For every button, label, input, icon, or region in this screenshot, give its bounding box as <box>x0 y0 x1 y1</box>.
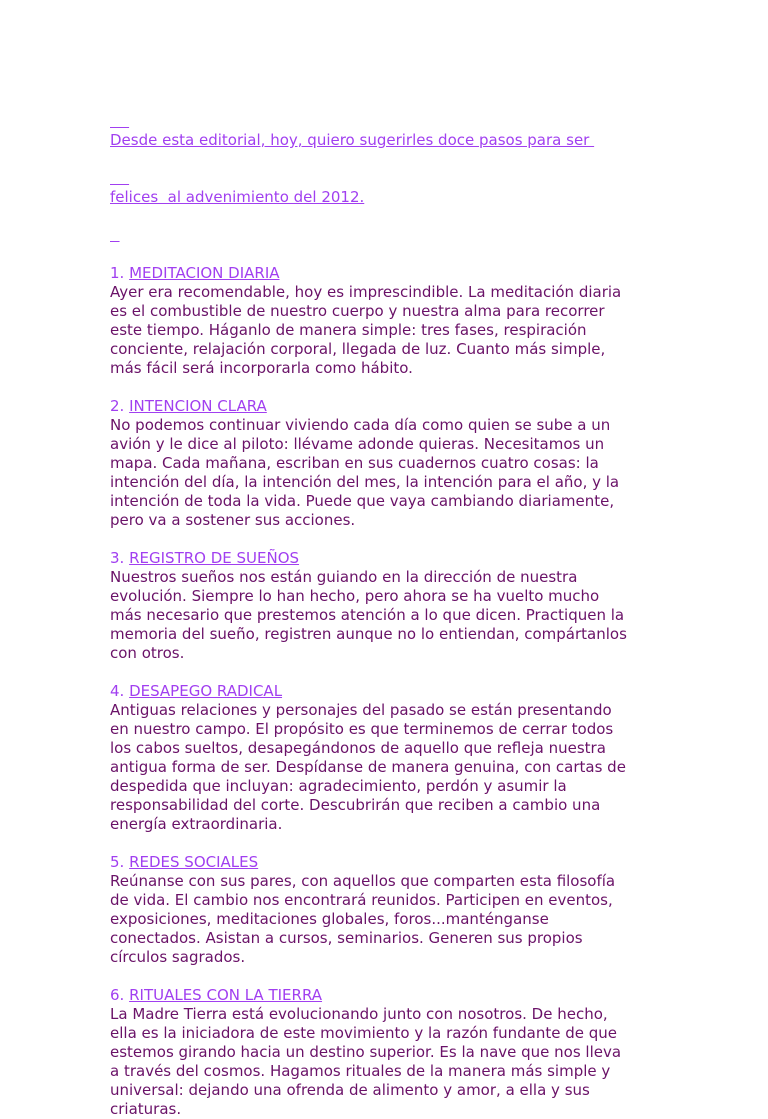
section-registro-de-suenos <box>110 549 698 663</box>
body-line: evolución. Siempre lo han hecho, pero ahora se ha vuelto mucho <box>110 587 600 605</box>
section-title: INTENCION CLARA <box>129 397 267 415</box>
body-line: Ayer era recomendable, hoy es imprescindible. La meditación diaria <box>110 283 622 301</box>
intro-paragraph <box>110 93 698 245</box>
intro-line: Desde esta editorial, hoy, quiero sugerirles doce pasos para ser <box>110 131 595 149</box>
section-heading <box>110 853 698 872</box>
body-line: No podemos continuar viviendo cada día como quien se sube a un <box>110 416 611 434</box>
section-number: 3. <box>110 549 130 567</box>
section-title: RITUALES CON LA TIERRA <box>129 986 323 1004</box>
section-heading <box>110 549 698 568</box>
section-rituales-con-la-tierra <box>110 986 698 1119</box>
section-desapego-radical <box>110 682 698 834</box>
body-line: energía extraordinaria. <box>110 815 283 833</box>
body-line: a través del cosmos. Hagamos rituales de la manera más simple y <box>110 1062 611 1080</box>
body-line: estemos girando hacia un destino superior. Es la nave que nos lleva <box>110 1043 622 1061</box>
body-line: antigua forma de ser. Despídanse de manera genuina, con cartas de <box>110 758 626 776</box>
body-line: más fácil será incorporarla como hábito. <box>110 359 413 377</box>
section-heading <box>110 397 698 416</box>
body-line: en nuestro campo. El propósito es que terminemos de cerrar todos <box>110 720 614 738</box>
section-body <box>110 568 698 663</box>
body-line: conectados. Asistan a cursos, seminarios. Generen sus propios <box>110 929 583 947</box>
section-heading <box>110 986 698 1005</box>
section-number: 4. <box>110 682 130 700</box>
body-line: Antiguas relaciones y personajes del pasado se están presentando <box>110 701 612 719</box>
body-line: memoria del sueño, registren aunque no lo entiendan, compártanlos <box>110 625 627 643</box>
body-line: intención de toda la vida. Puede que vaya cambiando diariamente, <box>110 492 615 510</box>
section-title: MEDITACION DIARIA <box>129 264 280 282</box>
section-number: 6. <box>110 986 130 1004</box>
body-line: pero va a sostener sus acciones. <box>110 511 356 529</box>
body-line: despedida que incluyan: agradecimiento, perdón y asumir la <box>110 777 567 795</box>
body-line: es el combustible de nuestro cuerpo y nuestra alma para recorrer <box>110 302 605 320</box>
intro-line: felices al advenimiento del 2012. <box>110 188 365 206</box>
section-heading <box>110 264 698 283</box>
section-body <box>110 701 698 834</box>
body-line: mapa. Cada mañana, escriban en sus cuadernos cuatro cosas: la <box>110 454 599 472</box>
body-line: este tiempo. Háganlo de manera simple: tres fases, respiración <box>110 321 587 339</box>
body-line: más necesario que prestemos atención a lo que dicen. Practiquen la <box>110 606 625 624</box>
section-body <box>110 283 698 378</box>
body-line: responsabilidad del corte. Descubrirán que reciben a cambio una <box>110 796 601 814</box>
section-title: DESAPEGO RADICAL <box>129 682 283 700</box>
body-line: los cabos sueltos, desapegándonos de aquello que refleja nuestra <box>110 739 606 757</box>
section-heading <box>110 682 698 701</box>
section-body <box>110 1005 698 1119</box>
section-body <box>110 872 698 967</box>
section-body <box>110 416 698 530</box>
body-line: con otros. <box>110 644 185 662</box>
body-line: intención del día, la intención del mes, la intención para el año, y la <box>110 473 620 491</box>
body-line: La Madre Tierra está evolucionando junto con nosotros. De hecho, <box>110 1005 608 1023</box>
section-redes-sociales <box>110 853 698 967</box>
body-line-text: criaturas. <box>110 1100 182 1118</box>
section-intencion-clara <box>110 397 698 530</box>
body-line: Nuestros sueños nos están guiando en la dirección de nuestra <box>110 568 578 586</box>
section-meditacion-diaria <box>110 264 698 378</box>
body-line: de vida. El cambio nos encontrará reunidos. Participen en eventos, <box>110 891 613 909</box>
body-line: universal: dejando una ofrenda de alimento y amor, a ella y sus <box>110 1081 590 1099</box>
body-line: avión y le dice al piloto: llévame adonde quieras. Necesitamos un <box>110 435 605 453</box>
section-number: 2. <box>110 397 130 415</box>
body-line: ella es la iniciadora de este movimiento y la razón fundante de que <box>110 1024 617 1042</box>
body-line: conciente, relajación corporal, llegada de luz. Cuanto más simple, <box>110 340 606 358</box>
body-line <box>110 1100 698 1119</box>
section-number: 1. <box>110 264 130 282</box>
section-title: REGISTRO DE SUEÑOS <box>129 549 300 567</box>
body-line: exposiciones, meditaciones globales, foros...manténganse <box>110 910 549 928</box>
section-title: REDES SOCIALES <box>129 853 259 871</box>
body-line: círculos sagrados. <box>110 948 246 966</box>
body-line: Reúnanse con sus pares, con aquellos que comparten esta filosofía <box>110 872 616 890</box>
section-number: 5. <box>110 853 130 871</box>
